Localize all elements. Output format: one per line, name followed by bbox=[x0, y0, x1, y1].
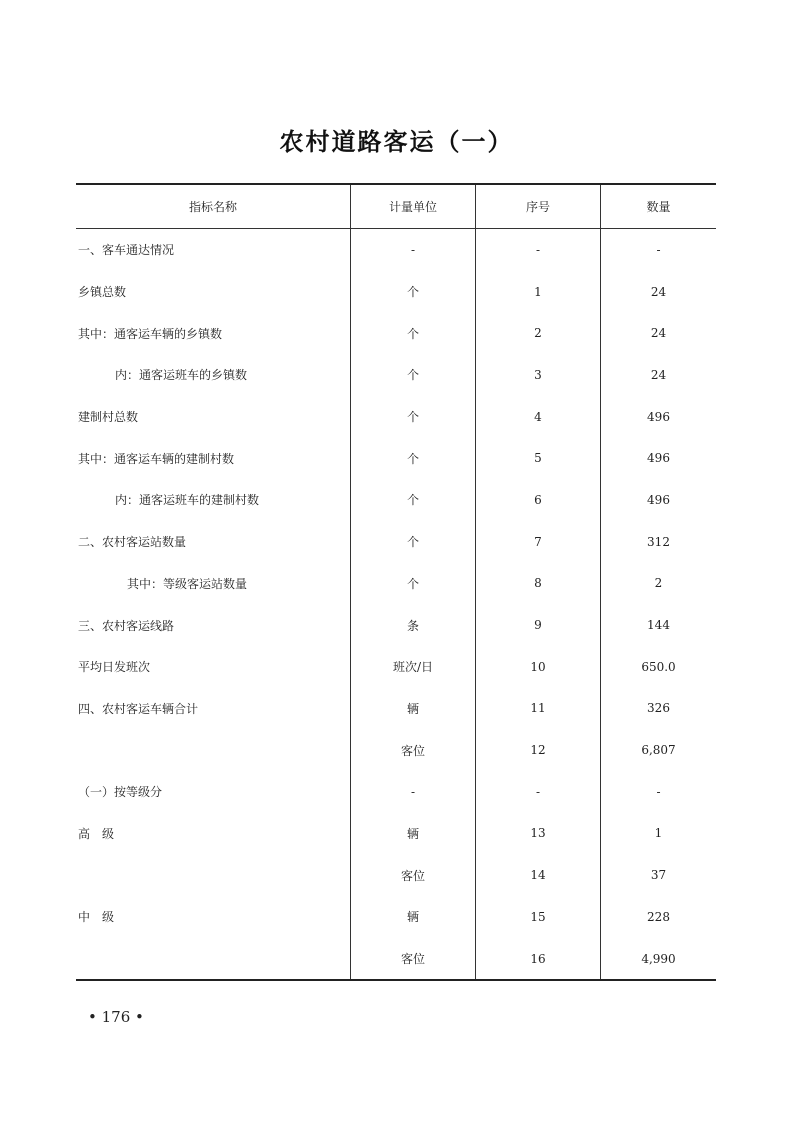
row-value: 650.0 bbox=[601, 646, 717, 688]
table-row bbox=[76, 688, 716, 730]
row-name bbox=[76, 938, 351, 981]
row-value: 6,807 bbox=[601, 729, 717, 771]
row-name: 三、农村客运线路 bbox=[78, 618, 175, 633]
row-unit: 个 bbox=[351, 479, 476, 521]
row-serial-no: 6 bbox=[476, 479, 601, 521]
row-unit: 班次/日 bbox=[351, 646, 476, 688]
row-serial-no: 11 bbox=[476, 688, 601, 730]
row-value: 24 bbox=[601, 271, 717, 313]
row-name bbox=[76, 729, 351, 771]
row-value: 496 bbox=[601, 396, 717, 438]
row-unit: 个 bbox=[351, 271, 476, 313]
table-row bbox=[76, 479, 716, 521]
row-value: - bbox=[601, 771, 717, 813]
row-value: 1 bbox=[601, 813, 717, 855]
row-serial-no: 1 bbox=[476, 271, 601, 313]
table-header-row bbox=[76, 184, 716, 229]
row-value: 24 bbox=[601, 354, 717, 396]
table-row bbox=[76, 729, 716, 771]
row-serial-no: 9 bbox=[476, 604, 601, 646]
row-name: 乡镇总数 bbox=[78, 285, 127, 300]
row-name: 高 级 bbox=[78, 826, 115, 841]
table-row bbox=[76, 396, 716, 438]
row-unit: 辆 bbox=[351, 896, 476, 938]
row-unit: 条 bbox=[351, 604, 476, 646]
row-unit: 个 bbox=[351, 563, 476, 605]
table-row bbox=[76, 521, 716, 563]
row-unit: 个 bbox=[351, 437, 476, 479]
row-value: 326 bbox=[601, 688, 717, 730]
table-row bbox=[76, 896, 716, 938]
row-unit: 个 bbox=[351, 354, 476, 396]
row-serial-no: 8 bbox=[476, 563, 601, 605]
row-value: 24 bbox=[601, 312, 717, 354]
row-serial-no: 4 bbox=[476, 396, 601, 438]
header-serial-no: 序号 bbox=[476, 184, 601, 229]
row-serial-no: 3 bbox=[476, 354, 601, 396]
row-serial-no: 12 bbox=[476, 729, 601, 771]
table-row bbox=[76, 771, 716, 813]
row-serial-no: 16 bbox=[476, 938, 601, 981]
row-serial-no: 7 bbox=[476, 521, 601, 563]
row-serial-no: 2 bbox=[476, 312, 601, 354]
row-serial-no: 13 bbox=[476, 813, 601, 855]
table-row bbox=[76, 229, 716, 271]
row-value: 228 bbox=[601, 896, 717, 938]
table-row bbox=[76, 646, 716, 688]
row-unit: 个 bbox=[351, 521, 476, 563]
row-value: - bbox=[601, 229, 717, 271]
table-row bbox=[76, 312, 716, 354]
row-value: 496 bbox=[601, 479, 717, 521]
row-value: 37 bbox=[601, 854, 717, 896]
table-row bbox=[76, 938, 716, 981]
table-row bbox=[76, 563, 716, 605]
page-number: • 176 • bbox=[88, 1008, 144, 1026]
row-name: 一、客车通达情况 bbox=[78, 243, 175, 258]
table-row bbox=[76, 813, 716, 855]
row-unit: 个 bbox=[351, 396, 476, 438]
page-title: 农村道路客运（一） bbox=[279, 127, 514, 156]
row-unit: 辆 bbox=[351, 688, 476, 730]
row-name: 其中：等级客运站数量 bbox=[127, 576, 248, 591]
row-serial-no: - bbox=[476, 229, 601, 271]
row-name: 平均日发班次 bbox=[78, 660, 151, 675]
table-row bbox=[76, 354, 716, 396]
row-name: 内：通客运班车的建制村数 bbox=[115, 493, 260, 508]
row-unit: 个 bbox=[351, 312, 476, 354]
data-table bbox=[76, 183, 716, 981]
row-name bbox=[76, 854, 351, 896]
row-value: 4,990 bbox=[601, 938, 717, 981]
row-unit: 辆 bbox=[351, 813, 476, 855]
row-name: 二、农村客运站数量 bbox=[78, 535, 187, 550]
row-name: 中 级 bbox=[78, 910, 115, 925]
table-row bbox=[76, 271, 716, 313]
header-quantity: 数量 bbox=[601, 184, 717, 229]
table-row bbox=[76, 437, 716, 479]
header-indicator-name: 指标名称 bbox=[76, 184, 351, 229]
row-value: 2 bbox=[601, 563, 717, 605]
row-serial-no: - bbox=[476, 771, 601, 813]
row-value: 312 bbox=[601, 521, 717, 563]
row-serial-no: 10 bbox=[476, 646, 601, 688]
row-serial-no: 14 bbox=[476, 854, 601, 896]
row-name: 其中：通客运车辆的乡镇数 bbox=[78, 326, 223, 341]
row-unit: 客位 bbox=[351, 854, 476, 896]
row-unit: - bbox=[351, 771, 476, 813]
row-value: 496 bbox=[601, 437, 717, 479]
row-serial-no: 15 bbox=[476, 896, 601, 938]
header-unit: 计量单位 bbox=[351, 184, 476, 229]
row-value: 144 bbox=[601, 604, 717, 646]
row-name: （一）按等级分 bbox=[78, 785, 163, 800]
row-name: 四、农村客运车辆合计 bbox=[78, 701, 199, 716]
row-name: 内：通客运班车的乡镇数 bbox=[115, 368, 248, 383]
row-name: 其中：通客运车辆的建制村数 bbox=[78, 451, 235, 466]
row-unit: 客位 bbox=[351, 729, 476, 771]
row-name: 建制村总数 bbox=[78, 410, 139, 425]
row-unit: - bbox=[351, 229, 476, 271]
row-unit: 客位 bbox=[351, 938, 476, 981]
row-serial-no: 5 bbox=[476, 437, 601, 479]
table-row bbox=[76, 854, 716, 896]
table-row bbox=[76, 604, 716, 646]
